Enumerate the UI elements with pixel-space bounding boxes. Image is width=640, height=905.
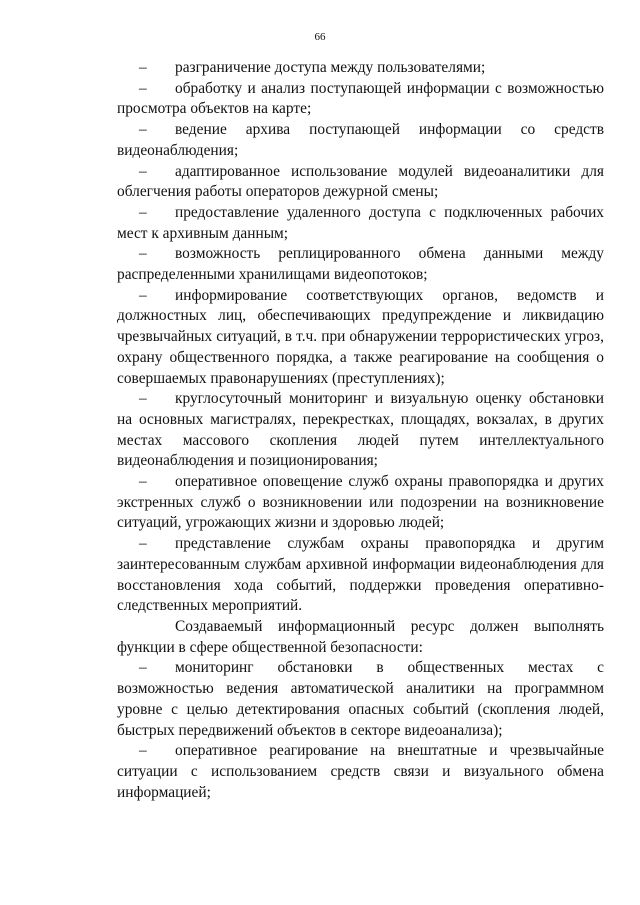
list-item xyxy=(117,658,604,741)
list-dash: – xyxy=(139,659,147,677)
list-dash: – xyxy=(139,390,147,408)
list-item xyxy=(117,58,604,79)
list-item-text: круглосуточный мониторинг и визуальную оценку обстановки на основных магистралях, перекрестках, площадях, вокзалах, в других местах массового скопления людей путем интеллектуального видеонаблюдения и позиционирования; xyxy=(117,390,604,470)
list-item-text: оперативное реагирование на внештатные и чрезвычайные ситуации с использованием средств связи и визуального обмена информацией; xyxy=(117,742,604,801)
list-dash: – xyxy=(139,473,147,491)
list-item xyxy=(117,244,604,285)
list-item-text: адаптированное использование модулей видеоаналитики для облегчения работы операторов дежурной смены; xyxy=(117,162,604,201)
list-dash: – xyxy=(139,121,147,139)
list-item xyxy=(117,472,604,534)
list-item xyxy=(117,741,604,803)
list-item xyxy=(117,162,604,203)
list-item-text: разграничение доступа между пользователями; xyxy=(175,59,486,76)
list-item xyxy=(117,203,604,244)
list-item-text: возможность реплицированного обмена данными между распределенными хранилищами видеопотоков; xyxy=(117,245,604,284)
list-item xyxy=(117,286,604,390)
list-item-text: обработку и анализ поступающей информации с возможностью просмотра объектов на карте; xyxy=(117,79,604,118)
list-item-text: предоставление удаленного доступа с подключенных рабочих мест к архивным данным; xyxy=(117,203,604,242)
document-body xyxy=(117,58,604,803)
list-item xyxy=(117,389,604,472)
list-item xyxy=(117,534,604,617)
list-dash: – xyxy=(139,59,147,76)
list-dash: – xyxy=(139,286,147,304)
list-item-text: информирование соответствующих органов, ведомств и должностных лиц, обеспечивающих предупреждение и ликвидацию чрезвычайных ситуаций, в т.ч. при обнаружении террористических угроз, охрану общественного порядка, а также реагирование на сообщения о совершаемых правонарушениях (преступлениях); xyxy=(117,286,604,387)
list-item xyxy=(117,79,604,120)
list-dash: – xyxy=(139,79,147,97)
list-dash: – xyxy=(139,535,147,553)
list-item-text: мониторинг обстановки в общественных местах с возможностью ведения автоматической аналитики на программном уровне с целью детектирования опасных событий (скопления людей, быстрых передвижений объектов в секторе видеоанализа); xyxy=(117,659,604,739)
page-number: 66 xyxy=(314,31,326,43)
body-paragraph: Создаваемый информационный ресурс должен выполнять функции в сфере общественной безопасности: xyxy=(117,617,604,656)
list-dash: – xyxy=(139,742,147,760)
list-dash: – xyxy=(139,245,147,263)
list-item-text: оперативное оповещение служб охраны правопорядка и других экстренных служб о возникновении или подозрении на возникновение ситуаций, угрожающих жизни и здоровью людей; xyxy=(117,473,604,532)
list-dash: – xyxy=(139,162,147,180)
list-item-text: представление службам охраны правопорядка и другим заинтересованным службам архивной информации видеонаблюдения для восстановления хода событий, поддержки проведения оперативно-следственных мероприятий. xyxy=(117,535,604,615)
list-item xyxy=(117,120,604,161)
list-dash: – xyxy=(139,203,147,221)
list-item-text: ведение архива поступающей информации со средств видеонаблюдения; xyxy=(117,121,604,159)
